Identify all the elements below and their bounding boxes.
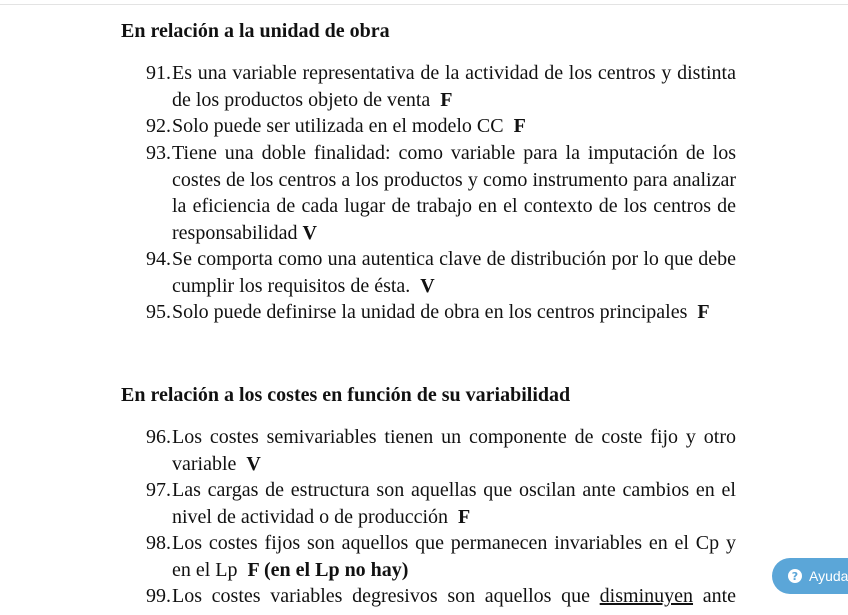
list-item-94 — [146, 246, 736, 299]
list-item-95 — [146, 299, 736, 326]
underlined-word: disminuyen — [599, 585, 694, 607]
item-text: Los costes variables degresivos son aquellos que disminuyen ante — [172, 585, 737, 607]
item-text: Los costes semivariables tienen un componente de coste fijo y otro variable V — [172, 426, 736, 475]
item-text: Solo puede ser utilizada en el modelo CC F — [172, 115, 526, 137]
answer-label: V — [420, 274, 435, 297]
item-number: 93. — [146, 142, 171, 164]
answer-label: F — [440, 88, 453, 111]
list-item-91 — [146, 60, 736, 113]
answer-label: V — [246, 452, 261, 475]
item-number: 95. — [146, 301, 171, 323]
list-item-93 — [146, 140, 736, 246]
list-item-98 — [146, 530, 736, 583]
list-item-97 — [146, 477, 736, 530]
help-button-label: Ayuda — [809, 568, 848, 584]
item-number: 92. — [146, 115, 171, 137]
item-text: Se comporta como una autentica clave de distribución por lo que debe cumplir los requisitos de ésta. V — [172, 248, 736, 297]
item-number: 99. — [146, 585, 171, 607]
answer-label: F — [513, 115, 526, 137]
item-number: 91. — [146, 62, 171, 84]
item-number: 96. — [146, 426, 171, 448]
item-number: 98. — [146, 532, 171, 554]
answer-label: F (en el Lp no hay) — [247, 558, 409, 581]
item-text: Solo puede definirse la unidad de obra en los centros principales F — [172, 301, 710, 323]
list-item-92 — [146, 113, 736, 140]
item-number: 94. — [146, 248, 171, 270]
item-text: Los costes fijos son aquellos que permanecen invariables en el Cp y en el Lp F (en el Lp no hay) — [172, 532, 736, 581]
question-circle-icon: ? — [788, 569, 802, 583]
answer-label: V — [302, 221, 317, 244]
section-heading-unidad-obra: En relación a la unidad de obra — [121, 20, 390, 42]
answer-label: F — [697, 301, 710, 323]
section-heading-variabilidad: En relación a los costes en función de su variabilidad — [121, 384, 571, 406]
answer-label: F — [458, 505, 471, 528]
item-text: Tiene una doble finalidad: como variable para la imputación de los costes de los centros a los productos y como instrumento para analizar la eficiencia de cada lugar de trabajo en el contexto de los centros de responsabilidad V — [172, 142, 736, 244]
list-item-99 — [146, 583, 736, 610]
item-text: Las cargas de estructura son aquellas que oscilan ante cambios en el nivel de actividad o de producción F — [172, 479, 736, 528]
help-button[interactable] — [772, 558, 848, 594]
list-item-96 — [146, 424, 736, 477]
item-number: 97. — [146, 479, 171, 501]
item-text: Es una variable representativa de la actividad de los centros y distinta de los productos objeto de venta F — [172, 62, 736, 111]
